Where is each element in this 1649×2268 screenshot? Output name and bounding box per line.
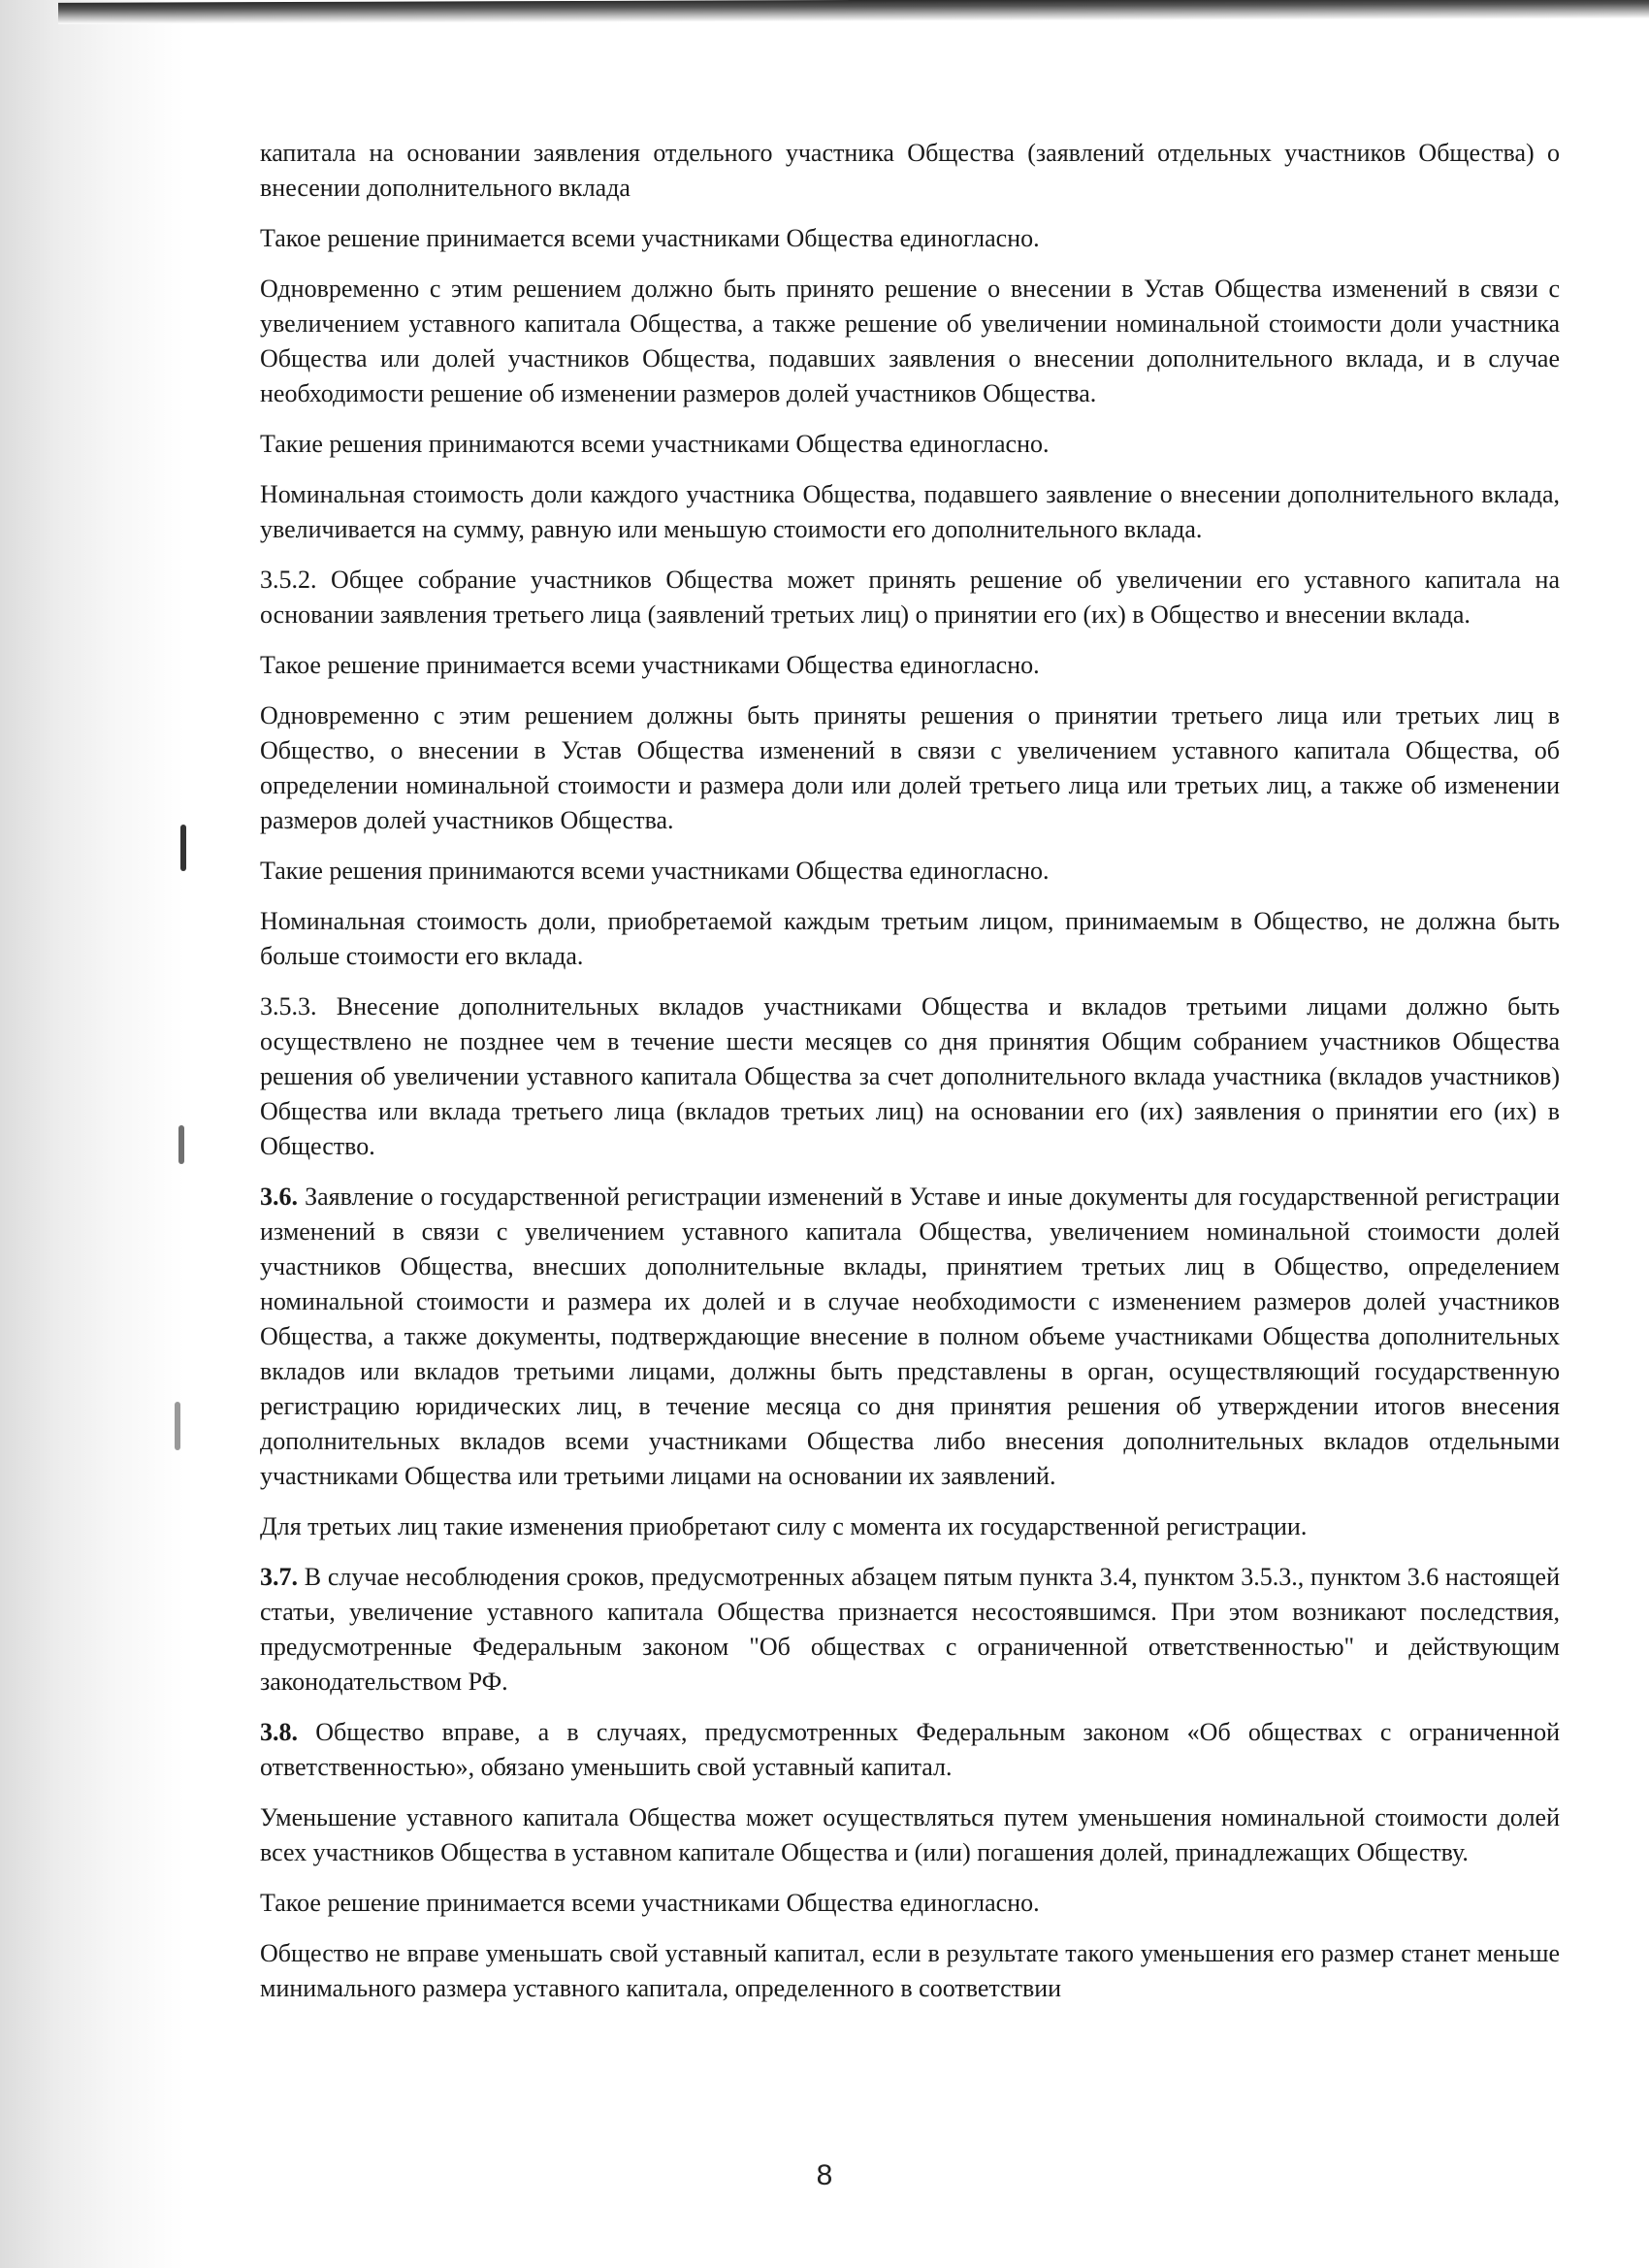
paragraph: Такое решение принимается всеми участниками Общества единогласно. xyxy=(260,224,1040,252)
paragraph: Для третьих лиц такие изменения приобретают силу с момента их государственной регистрации. xyxy=(260,1512,1308,1540)
paragraph: Одновременно с этим решением должно быть принято решение о внесении в Устав Общества изменений в связи с увеличением уставного капитала Общества, а также решение об увеличении номинальной стоимости доли участника Общества или долей участников Общества, подавших заявления о внесении дополнительного вклада, и в случае необходимости решение об изменении размеров долей участников Общества. xyxy=(260,275,1560,407)
paragraph: Такое решение принимается всеми участниками Общества единогласно. xyxy=(260,651,1040,679)
paragraph: Номинальная стоимость доли, приобретаемой каждым третьим лицом, принимаемым в Общество, не должна быть больше стоимости его вклада. xyxy=(260,907,1560,970)
paragraph: Общество не вправе уменьшать свой уставный капитал, если в результате такого уменьшения его размер станет меньше минимального размера уставного капитала, определенного в соответствии xyxy=(260,1939,1560,2002)
clause-number: 3.8. xyxy=(260,1718,298,1746)
paragraph: 3.5.3. Внесение дополнительных вкладов участниками Общества и вкладов третьими лицами должно быть осуществлено не позднее чем в течение шести месяцев со дня принятия Общим собранием участников Общества решения об увеличении уставного капитала Общества за счет дополнительного вклада участника (вкладов участников) Общества или вклада третьего лица (вкладов третьих лиц) на основании его (их) заявления о принятии его (их) в Общество. xyxy=(260,992,1560,1160)
paragraph: 3.5.2. Общее собрание участников Общества может принять решение об увеличении его уставного капитала на основании заявления третьего лица (заявлений третьих лиц) о принятии его (их) в Общество и внесении вклада. xyxy=(260,566,1560,629)
clause-number: 3.7. xyxy=(260,1563,298,1591)
paragraph: Такие решения принимаются всеми участниками Общества единогласно. xyxy=(260,430,1050,458)
page-number: 8 xyxy=(816,2159,833,2191)
clause-number: 3.6. xyxy=(260,1183,298,1211)
binding-mark xyxy=(175,1402,180,1450)
scan-shadow xyxy=(0,0,184,2268)
paragraph: Уменьшение уставного капитала Общества может осуществляться путем уменьшения номинальной стоимости долей всех участников Общества в уставном капитале Общества и (или) погашения долей, принадлежащих Обществу. xyxy=(260,1803,1560,1866)
paragraph: Номинальная стоимость доли каждого участника Общества, подавшего заявление о внесении дополнительного вклада, увеличивается на сумму, равную или меньшую стоимости его дополнительного вклада. xyxy=(260,480,1560,543)
paragraph: Такое решение принимается всеми участниками Общества единогласно. xyxy=(260,1889,1040,1917)
scan-top-edge xyxy=(58,0,1649,24)
document-page xyxy=(260,136,1560,2022)
paragraph: 3.6. Заявление о государственной регистрации изменений в Уставе и иные документы для государственной регистрации изменений в связи с увеличением уставного капитала Общества, увеличением номинальной стоимости долей участников Общества, внесших дополнительные вклады, принятием третьих лиц в Общество, определением номинальной стоимости и размера их долей и в случае необходимости с изменением размеров долей участников Общества, а также документы, подтверждающие внесение в полном объеме участниками Общества дополнительных вкладов или вкладов третьими лицами, должны быть представлены в орган, осуществляющий государственную регистрацию юридических лиц, в течение месяца со дня принятия решения об утверждении итогов внесения дополнительных вкладов всеми участниками Общества либо внесения дополнительных вкладов отдельными участниками Общества или третьими лицами на основании их заявлений. xyxy=(260,1183,1560,1490)
paragraph: Одновременно с этим решением должны быть приняты решения о принятии третьего лица или третьих лиц в Общество, о внесении в Устав Общества изменений в связи с увеличением уставного капитала Общества, об определении номинальной стоимости и размера доли или долей третьего лица или третьих лиц, а также об изменении размеров долей участников Общества. xyxy=(260,701,1560,834)
paragraph: капитала на основании заявления отдельного участника Общества (заявлений отдельных участников Общества) о внесении дополнительного вклада xyxy=(260,139,1560,202)
binding-mark xyxy=(178,1125,184,1164)
paragraph: Такие решения принимаются всеми участниками Общества единогласно. xyxy=(260,857,1050,885)
binding-mark xyxy=(180,825,186,871)
paragraph: 3.7. В случае несоблюдения сроков, предусмотренных абзацем пятым пункта 3.4, пунктом 3.5.3., пунктом 3.6 настоящей статьи, увеличение уставного капитала Общества признается несостоявшимся. При этом возникают последствия, предусмотренные Федеральным законом "Об обществах с ограниченной ответственностью" и действующим законодательством РФ. xyxy=(260,1563,1560,1696)
paragraph: 3.8. Общество вправе, а в случаях, предусмотренных Федеральным законом «Об обществах с ограниченной ответственностью», обязано уменьшить свой уставный капитал. xyxy=(260,1718,1560,1781)
